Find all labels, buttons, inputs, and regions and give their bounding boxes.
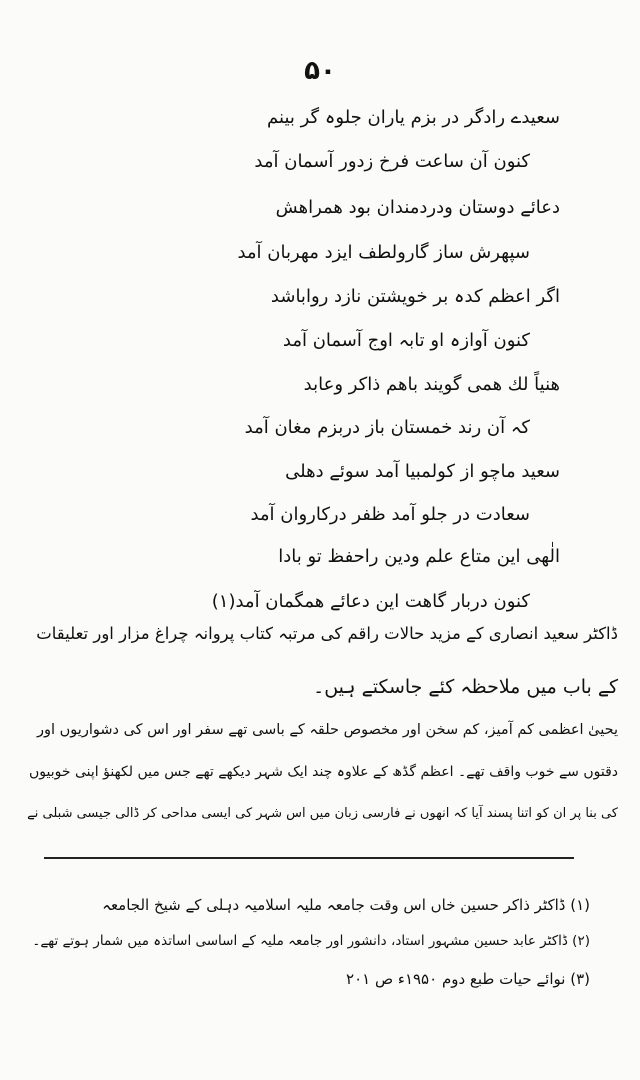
verse-line: سعیدے رادگر در بزم یاران جلوہ گر بینم [267, 107, 560, 128]
paragraph-line: کی بنا پر ان کو اتنا پسند آیا کہ انھوں نے فارسی زبان میں اس شہر کی ایسی مداحی کر ڈالی جیسی شبلی نے [27, 806, 618, 821]
page-number: ۵۰ [304, 56, 336, 86]
paragraph-line: دقتوں سے خوب واقف تھے۔ اعظم گڈھ کے علاوہ چند ایک شہر دیکھے تھے جس میں لکھنؤ اپنی خوبیوں [29, 764, 618, 780]
verse-line: سعادت در جلو آمد ظفر درکاروان آمد [250, 504, 530, 525]
footnote-divider [44, 857, 574, 859]
verse-line: دعائے دوستان ودردمندان بود همراهش [275, 197, 560, 218]
verse-line: سپهرش ساز گارولطف ایزد مهربان آمد [237, 242, 530, 263]
verse-line: سعید ماچو از کولمبیا آمد سوئے دهلی [285, 461, 560, 482]
verse-line: هنیاً لك همی گویند باهم ذاکر وعابد [303, 374, 560, 395]
footnote: (۱) ڈاکٹر ذاکر حسین خاں اس وقت جامعہ ملیہ اسلامیہ دہلی کے شیخ الجامعہ [102, 896, 590, 914]
footnote: (۳) نوائے حیات طبع دوم ۱۹۵۰ء ص ۲۰۱ [346, 970, 590, 988]
paragraph-line: کے باب میں ملاحظہ کئے جاسکتے ہیں۔ [313, 676, 618, 698]
footnote: (۲) ڈاکٹر عابد حسین مشہور استاد، دانشور اور جامعہ ملیہ کے اساسی اساتذہ میں شمار ہوتے تھے۔ [32, 933, 590, 949]
verse-line: کنون آوازہ او تابہ اوج آسمان آمد [282, 330, 530, 351]
verse-line: اگر اعظم کدہ بر خویشتن نازد رواباشد [270, 286, 560, 307]
verse-line: کنون آن ساعت فرخ زدور آسمان آمد [254, 151, 530, 172]
paragraph-line: ڈاکٹر سعید انصاری کے مزید حالات راقم کی مرتبہ کتاب پروانہ چراغ مزار اور تعلیقات [36, 624, 618, 643]
paragraph-line: یحییٰ اعظمی کم آمیز، کم سخن اور مخصوص حلقہ کے باسی تھے سفر اور اس کی دشواریوں اور [37, 722, 618, 738]
verse-line: کنون دربار گاهت این دعائے همگمان آمد(۱) [211, 591, 530, 612]
verse-line: الٰهی این متاع علم ودین راحفظ تو بادا [278, 546, 560, 567]
verse-line: کہ آن رند خمستان باز دربزم مغان آمد [244, 417, 530, 438]
